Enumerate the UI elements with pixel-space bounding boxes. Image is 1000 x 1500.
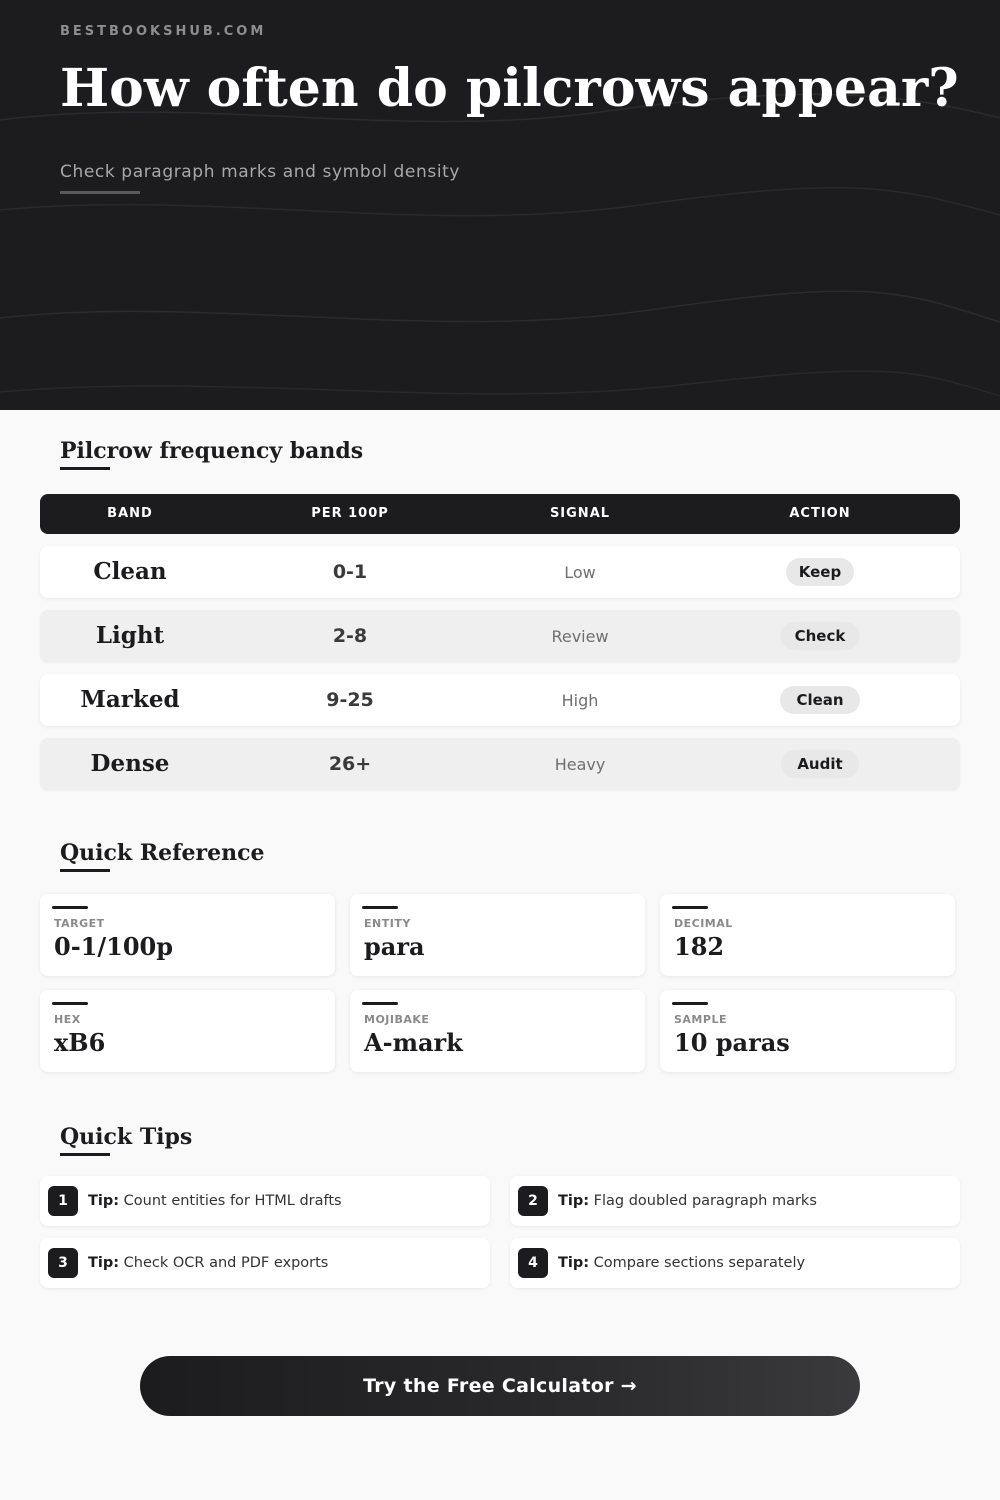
tip-text bbox=[558, 1238, 805, 1288]
page-subtitle: Check paragraph marks and symbol density bbox=[60, 162, 461, 182]
tip-prefix: Tip: bbox=[88, 1255, 120, 1271]
card-label: ENTITY bbox=[364, 917, 411, 930]
tip-prefix: Tip: bbox=[88, 1193, 120, 1209]
band-name: Light bbox=[95, 622, 165, 649]
card-value: A-mark bbox=[364, 1028, 463, 1057]
tip-item bbox=[40, 1238, 490, 1288]
card-value: xB6 bbox=[54, 1028, 106, 1057]
tip-number-badge: 1 bbox=[48, 1186, 78, 1216]
tip-prefix: Tip: bbox=[558, 1193, 590, 1209]
reference-card-sample bbox=[660, 990, 955, 1072]
card-label: MOJIBAKE bbox=[364, 1013, 430, 1026]
card-accent bbox=[672, 906, 708, 909]
card-accent bbox=[362, 906, 398, 909]
page-title: How often do pilcrows appear? bbox=[60, 58, 959, 119]
tip-text bbox=[88, 1176, 342, 1226]
tip-item bbox=[510, 1238, 960, 1288]
card-label: DECIMAL bbox=[674, 917, 733, 930]
bands-title-underline bbox=[60, 467, 110, 470]
tips-title-underline bbox=[60, 1153, 110, 1156]
column-header-signal: SIGNAL bbox=[549, 506, 611, 521]
tip-body: Compare sections separately bbox=[593, 1255, 806, 1271]
tip-body: Count entities for HTML drafts bbox=[123, 1193, 342, 1209]
band-signal: Review bbox=[551, 627, 609, 646]
table-row bbox=[40, 546, 960, 598]
card-value: 182 bbox=[674, 932, 725, 961]
card-accent bbox=[362, 1002, 398, 1005]
hero-divider bbox=[60, 191, 140, 194]
table-row bbox=[40, 674, 960, 726]
tip-text bbox=[558, 1176, 817, 1226]
tip-body: Flag doubled paragraph marks bbox=[593, 1193, 817, 1209]
band-name: Marked bbox=[80, 686, 180, 713]
band-per-100p: 9-25 bbox=[326, 689, 374, 711]
hero-banner bbox=[0, 0, 1000, 410]
card-accent bbox=[672, 1002, 708, 1005]
table-row bbox=[40, 738, 960, 790]
card-label: SAMPLE bbox=[674, 1013, 727, 1026]
action-badge-keep[interactable]: Keep bbox=[786, 558, 854, 586]
table-header bbox=[40, 494, 960, 534]
tip-body: Check OCR and PDF exports bbox=[123, 1255, 329, 1271]
tip-prefix: Tip: bbox=[558, 1255, 590, 1271]
reference-title-underline bbox=[60, 869, 110, 872]
column-header-action: ACTION bbox=[789, 506, 851, 521]
band-signal: Low bbox=[564, 563, 596, 582]
column-header-band: BAND bbox=[107, 506, 153, 521]
band-per-100p: 26+ bbox=[328, 753, 372, 775]
action-badge-audit[interactable]: Audit bbox=[781, 750, 859, 778]
free-calculator-button[interactable]: Try the Free Calculator → bbox=[140, 1356, 860, 1416]
reference-card-entity bbox=[350, 894, 645, 976]
tip-number-badge: 4 bbox=[518, 1248, 548, 1278]
site-brand: BESTBOOKSHUB.COM bbox=[60, 24, 267, 39]
band-per-100p: 2-8 bbox=[332, 625, 368, 647]
reference-card-hex bbox=[40, 990, 335, 1072]
tip-item bbox=[510, 1176, 960, 1226]
band-per-100p: 0-1 bbox=[332, 561, 368, 583]
card-value: 0-1/100p bbox=[54, 932, 174, 961]
action-badge-check[interactable]: Check bbox=[780, 622, 860, 650]
band-name: Clean bbox=[93, 558, 167, 585]
band-signal: High bbox=[561, 691, 599, 710]
column-header-per-100p: PER 100P bbox=[311, 506, 389, 521]
card-accent bbox=[52, 906, 88, 909]
card-value: para bbox=[364, 932, 425, 961]
card-label: TARGET bbox=[54, 917, 105, 930]
card-label: HEX bbox=[54, 1013, 81, 1026]
table-row bbox=[40, 610, 960, 662]
reference-card-decimal bbox=[660, 894, 955, 976]
tip-number-badge: 3 bbox=[48, 1248, 78, 1278]
band-name: Dense bbox=[90, 750, 170, 777]
card-accent bbox=[52, 1002, 88, 1005]
reference-section-title: Quick Reference bbox=[60, 840, 265, 866]
tips-section-title: Quick Tips bbox=[60, 1124, 193, 1150]
reference-card-target bbox=[40, 894, 335, 976]
reference-card-mojibake bbox=[350, 990, 645, 1072]
tip-number-badge: 2 bbox=[518, 1186, 548, 1216]
tip-text bbox=[88, 1238, 328, 1288]
band-signal: Heavy bbox=[554, 755, 606, 774]
tip-item bbox=[40, 1176, 490, 1226]
action-badge-clean[interactable]: Clean bbox=[780, 686, 860, 714]
card-value: 10 paras bbox=[674, 1028, 790, 1057]
bands-section-title: Pilcrow frequency bands bbox=[60, 438, 364, 464]
